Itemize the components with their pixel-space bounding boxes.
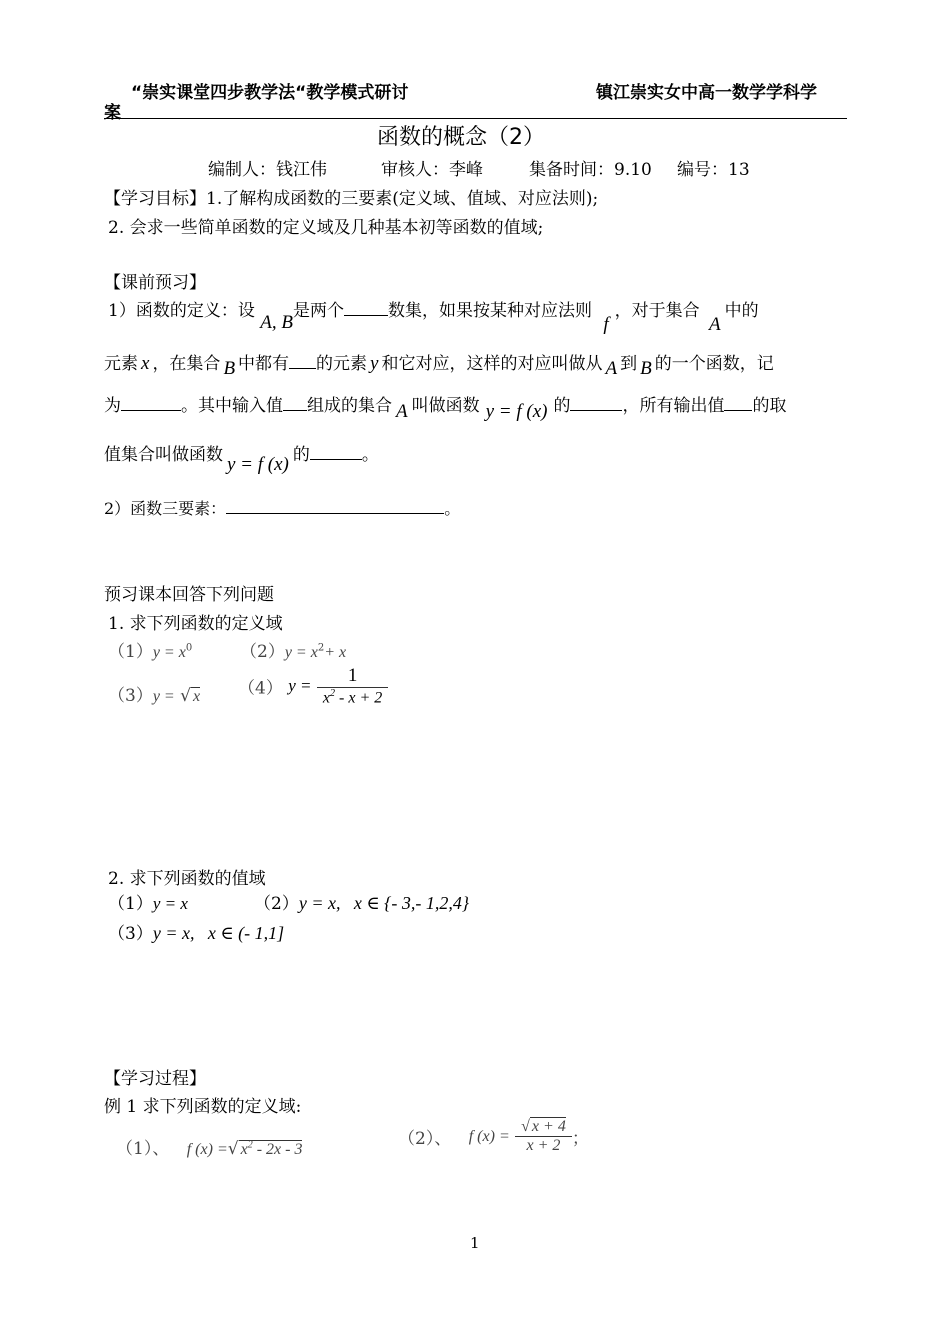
text: ； bbox=[571, 1129, 589, 1149]
expr: y = x, bbox=[152, 923, 195, 943]
header-rule bbox=[104, 118, 847, 119]
text: 的 bbox=[553, 396, 571, 416]
label: （1）、 bbox=[116, 1139, 170, 1159]
text: 1）函数的定义：设 bbox=[108, 301, 255, 321]
blank bbox=[289, 354, 316, 369]
function-notation: y = f (x) bbox=[227, 454, 289, 475]
text: 的一个函数，记 bbox=[654, 354, 774, 374]
goal-2: 2. 会求一些简单函数的定义域及几种基本初等函数的值域; bbox=[108, 218, 544, 238]
fraction bbox=[515, 1118, 572, 1155]
text: 中的 bbox=[724, 301, 759, 321]
sym-B: B bbox=[640, 358, 652, 379]
text: 组成的集合 bbox=[307, 396, 392, 416]
text: ，对于集合 bbox=[614, 301, 700, 321]
radicand-part: - 2x - 3 bbox=[256, 1141, 303, 1158]
denominator bbox=[317, 688, 388, 707]
question-2: 2. 求下列函数的值域 bbox=[108, 869, 266, 889]
expr: y = x bbox=[152, 894, 188, 913]
set: x ∈ {- 3,- 1,2,4} bbox=[353, 893, 470, 913]
text: 数集，如果按某种对应法则 bbox=[387, 301, 592, 321]
reviewer: 审核人：李峰 bbox=[381, 160, 483, 180]
label: （2）、 bbox=[398, 1129, 452, 1149]
exponent: 2 bbox=[330, 688, 336, 699]
q1-item2 bbox=[240, 637, 346, 662]
text: 叫做函数 bbox=[411, 396, 480, 416]
radicand bbox=[239, 1140, 303, 1158]
text: 到 bbox=[620, 354, 638, 374]
practice-intro: 预习课本回答下列问题 bbox=[104, 585, 274, 605]
text: 。 bbox=[361, 445, 379, 465]
blank bbox=[570, 396, 622, 411]
label: （3） bbox=[108, 924, 153, 944]
label: （4） bbox=[238, 678, 283, 699]
blank bbox=[344, 301, 388, 316]
text: 元素 bbox=[104, 354, 138, 374]
sym-A: A bbox=[396, 401, 408, 422]
goal-1: 1.了解构成函数的三要素(定义域、值域、对应法则); bbox=[206, 189, 599, 209]
expr: y = bbox=[152, 688, 175, 705]
q1-item3: （3）y = √ x bbox=[108, 686, 201, 706]
doc-number: 编号：13 bbox=[677, 160, 750, 180]
expr: f (x) = bbox=[468, 1127, 510, 1145]
expr: + x bbox=[324, 644, 347, 661]
text: 。其中输入值 bbox=[181, 396, 283, 416]
exponent: 2 bbox=[317, 642, 325, 654]
numerator: √ x + 4 bbox=[515, 1118, 572, 1137]
label: （2） bbox=[254, 894, 299, 914]
q1-item4 bbox=[238, 665, 388, 707]
q2-item2 bbox=[254, 889, 469, 914]
expr: y = bbox=[288, 676, 312, 696]
answer-line bbox=[226, 498, 444, 514]
blank bbox=[310, 445, 362, 460]
expr: y = x, bbox=[298, 893, 341, 913]
goals-label: 【学习目标】 bbox=[104, 189, 206, 209]
text: 值集合叫做函数 bbox=[104, 445, 223, 465]
text: 的元素 bbox=[316, 354, 368, 374]
text: 和它对应，这样的对应叫做从 bbox=[381, 354, 603, 374]
definition-line4 bbox=[104, 440, 379, 475]
label: （1） bbox=[108, 894, 153, 914]
expr: y = x bbox=[152, 644, 186, 661]
blank bbox=[283, 396, 307, 411]
label: （1） bbox=[108, 642, 153, 662]
q1-item1 bbox=[108, 637, 192, 662]
text: 。 bbox=[444, 499, 461, 518]
example-1: 例 1 求下列函数的定义域: bbox=[104, 1097, 302, 1117]
fraction bbox=[317, 665, 388, 707]
numerator: 1 bbox=[317, 665, 388, 688]
blank bbox=[121, 396, 181, 411]
set: x ∈ (- 1,1] bbox=[207, 923, 285, 943]
text: 为 bbox=[104, 396, 121, 416]
sym-A: A bbox=[709, 314, 721, 335]
q2-item3 bbox=[108, 919, 284, 944]
example-1-item2 bbox=[398, 1118, 589, 1155]
sym-A: A bbox=[605, 358, 618, 379]
radicand: x bbox=[192, 688, 201, 705]
definition-line2 bbox=[104, 349, 774, 379]
expr: y = x bbox=[284, 644, 318, 661]
prep-time: 集备时间：9.10 bbox=[529, 160, 652, 180]
text: ，在集合 bbox=[152, 354, 221, 374]
exponent: 0 bbox=[185, 642, 193, 654]
sym-y: y bbox=[370, 353, 379, 374]
function-notation: y = f (x) bbox=[485, 401, 548, 422]
sym-x: x bbox=[141, 353, 150, 374]
text: 是两个 bbox=[292, 301, 344, 321]
process-label: 【学习过程】 bbox=[104, 1069, 206, 1089]
definition-line3 bbox=[104, 391, 787, 422]
sym-B: B bbox=[223, 358, 236, 379]
question-1: 1. 求下列函数的定义域 bbox=[108, 614, 283, 634]
preview-label: 【课前预习】 bbox=[104, 273, 206, 293]
denominator: x + 2 bbox=[526, 1137, 561, 1154]
den-part: x bbox=[322, 689, 331, 707]
sym-f: f bbox=[603, 314, 609, 335]
header-left-wrap: 案 bbox=[104, 103, 121, 123]
exponent: 2 bbox=[247, 1139, 253, 1151]
blank bbox=[724, 396, 752, 411]
q2-item1 bbox=[108, 889, 188, 914]
definition-line1 bbox=[108, 296, 759, 335]
three-elements bbox=[104, 496, 460, 519]
text: 的 bbox=[292, 445, 310, 465]
goals-line1 bbox=[104, 184, 598, 209]
radicand-part: x bbox=[240, 1141, 248, 1158]
sym-AB: A, B bbox=[260, 312, 293, 333]
header-left: “崇实课堂四步教学法“教学模式研讨 bbox=[131, 83, 409, 103]
radicand: x + 4 bbox=[531, 1118, 566, 1135]
header-right: 镇江崇实女中高一数学学科学 bbox=[596, 83, 817, 103]
text: 的取 bbox=[752, 396, 787, 416]
text: 2）函数三要素： bbox=[104, 499, 227, 518]
text: 中都有 bbox=[238, 354, 290, 374]
label: （2） bbox=[240, 642, 285, 662]
label: （3） bbox=[108, 686, 153, 706]
editor: 编制人：钱江伟 bbox=[208, 160, 327, 180]
expr: f (x) = bbox=[186, 1141, 228, 1158]
text: ，所有输出值 bbox=[622, 396, 725, 416]
example-1-item1: （1）、 f (x) =√ $x^2 - 2x - 3$ bbox=[116, 1139, 303, 1159]
page-number: 1 bbox=[470, 1234, 480, 1252]
page-title: 函数的概念（2） bbox=[377, 125, 545, 150]
den-part: - x + 2 bbox=[339, 689, 383, 707]
